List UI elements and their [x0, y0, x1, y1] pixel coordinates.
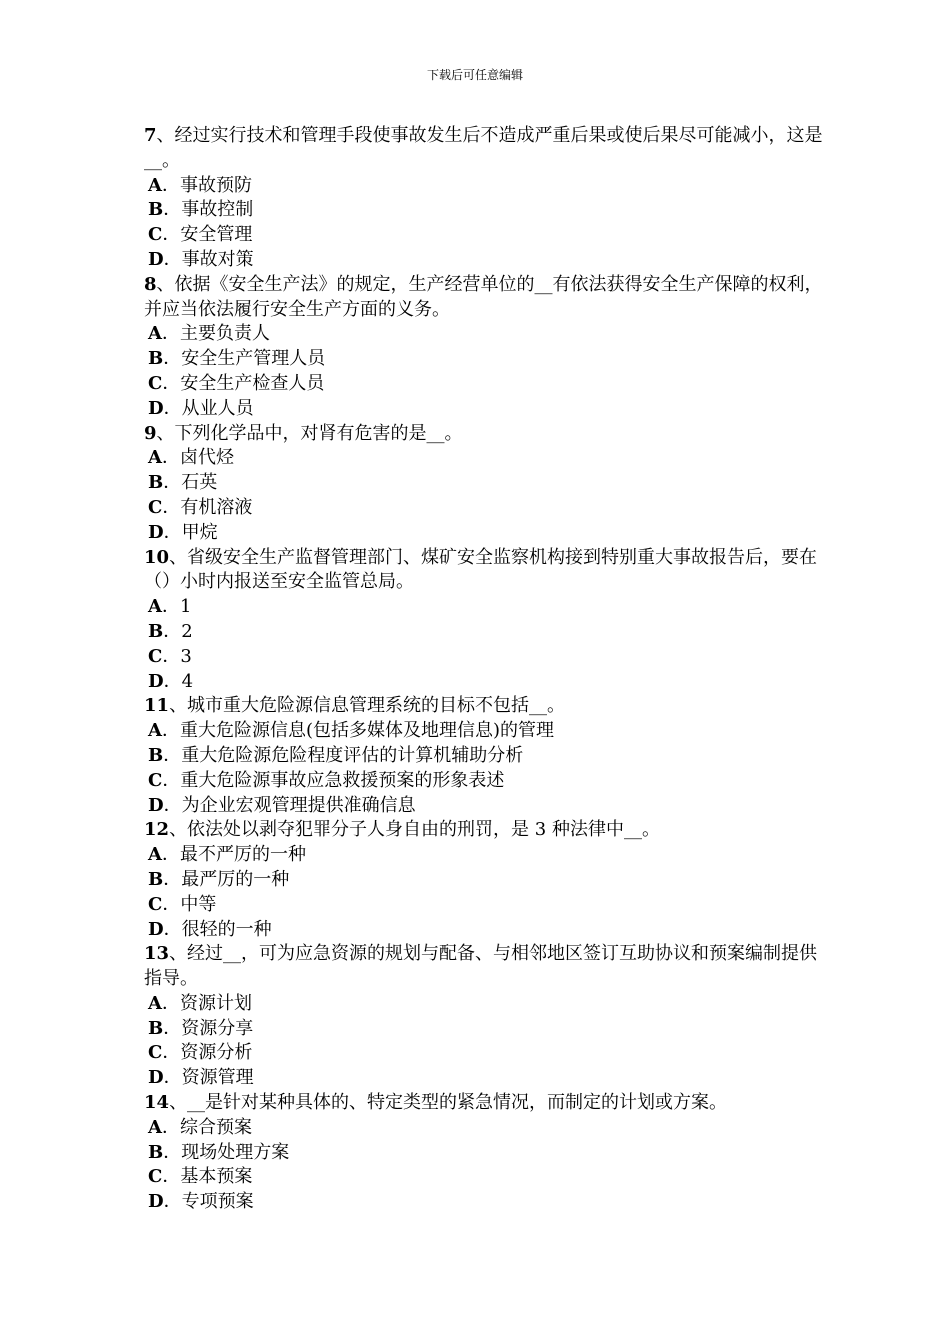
question-text: 、省级安全生产监督管理部门、煤矿安全监察机构接到特别重大事故报告后，要在（）小时内报送至安全监管总局。 — [144, 546, 818, 593]
option-c — [144, 372, 824, 397]
option-d — [144, 918, 824, 943]
option-letter: B — [148, 199, 164, 221]
question-text: 、城市重大危险源信息管理系统的目标不包括__。 — [169, 695, 566, 717]
option-letter: A — [148, 323, 162, 345]
option-letter: A — [148, 596, 162, 618]
option-c — [144, 1165, 824, 1190]
option-c — [144, 223, 824, 248]
option-letter: D — [148, 1067, 164, 1089]
option-c — [144, 769, 824, 794]
option-text: ．事故控制 — [163, 199, 254, 221]
question-text: 、依据《安全生产法》的规定，生产经营单位的__有依法获得安全生产保障的权利，并应当依法履行安全生产方面的义务。 — [144, 273, 823, 320]
option-text: ．甲烷 — [163, 521, 218, 543]
option-letter: D — [148, 1191, 164, 1213]
question-stem — [144, 273, 824, 323]
option-text: ．安全生产检查人员 — [162, 372, 325, 394]
option-text: ．最严厉的一种 — [163, 868, 290, 890]
option-letter: D — [148, 521, 164, 543]
option-b — [144, 744, 824, 769]
option-b — [144, 620, 824, 645]
option-letter: C — [148, 372, 163, 394]
option-text: ．4 — [163, 670, 194, 692]
option-c — [144, 645, 824, 670]
question-number: 14 — [144, 1092, 170, 1114]
option-letter: B — [148, 744, 164, 766]
option-text: ．专项预案 — [163, 1191, 254, 1213]
question-10 — [144, 546, 824, 695]
option-letter: C — [148, 893, 163, 915]
option-letter: C — [148, 645, 163, 667]
option-text: ．主要负责人 — [161, 323, 270, 345]
option-text: ．安全生产管理人员 — [163, 348, 326, 370]
question-11 — [144, 694, 824, 818]
question-number: 8 — [144, 273, 157, 295]
question-number: 13 — [144, 943, 170, 965]
option-letter: C — [148, 769, 163, 791]
option-text: ．重大危险源信息(包括多媒体及地理信息)的管理 — [161, 720, 555, 742]
question-stem — [144, 818, 824, 843]
page-header: 下载后可任意编辑 — [426, 68, 523, 82]
option-a — [144, 446, 824, 471]
question-stem — [144, 546, 824, 596]
option-a — [144, 174, 824, 199]
option-letter: C — [148, 496, 163, 518]
option-a — [144, 595, 824, 620]
option-text: ．有机溶液 — [162, 496, 253, 518]
question-text: 、经过实行技术和管理手段使事故发生后不造成严重后果或使后果尽可能减小，这是__。 — [144, 125, 823, 171]
option-letter: A — [148, 447, 162, 469]
question-text: 、依法处以剥夺犯罪分子人身自由的刑罚，是 3 种法律中__。 — [169, 819, 660, 841]
option-text: ．安全管理 — [162, 224, 253, 246]
option-letter: B — [148, 348, 164, 370]
option-b — [144, 868, 824, 893]
option-b — [144, 471, 824, 496]
option-text: ．最不严厉的一种 — [161, 844, 306, 866]
option-c — [144, 496, 824, 521]
question-12 — [144, 818, 824, 942]
question-stem — [144, 942, 824, 992]
option-letter: B — [148, 868, 164, 890]
option-a — [144, 1116, 824, 1141]
option-b — [144, 198, 824, 223]
option-text: ．综合预案 — [161, 1116, 252, 1138]
option-letter: D — [148, 670, 164, 692]
option-text: ．1 — [161, 596, 192, 618]
option-text: ．卤代烃 — [161, 447, 234, 469]
option-letter: D — [148, 918, 164, 940]
option-text: ．很轻的一种 — [163, 918, 272, 940]
question-text: 、__是针对某种具体的、特定类型的紧急情况，而制定的计划或方案。 — [169, 1092, 728, 1114]
option-a — [144, 843, 824, 868]
option-a — [144, 719, 824, 744]
option-d — [144, 794, 824, 819]
option-text: ．资源分析 — [162, 1042, 253, 1064]
question-number: 7 — [144, 125, 157, 146]
option-a — [144, 322, 824, 347]
question-stem — [144, 124, 824, 174]
question-stem — [144, 1091, 824, 1116]
option-letter: B — [148, 472, 164, 494]
option-letter: C — [148, 224, 163, 246]
option-text: ．中等 — [162, 893, 217, 915]
option-text: ．为企业宏观管理提供准确信息 — [163, 794, 416, 816]
question-stem — [144, 422, 824, 447]
option-b — [144, 1141, 824, 1166]
question-13 — [144, 942, 824, 1091]
option-a — [144, 992, 824, 1017]
question-7 — [144, 124, 824, 273]
option-text: ．资源计划 — [161, 992, 252, 1014]
option-text: ．重大危险源危险程度评估的计算机辅助分析 — [163, 744, 524, 766]
question-stem — [144, 694, 824, 719]
option-text: ．资源管理 — [163, 1067, 254, 1089]
question-number: 12 — [144, 819, 170, 841]
option-c — [144, 1041, 824, 1066]
question-number: 10 — [144, 546, 170, 568]
option-letter: B — [148, 1017, 164, 1039]
option-letter: C — [148, 1042, 163, 1064]
option-letter: D — [148, 794, 164, 816]
option-d — [144, 397, 824, 422]
option-c — [144, 893, 824, 918]
option-text: ．2 — [163, 620, 193, 642]
option-letter: A — [148, 174, 162, 196]
question-text: 、下列化学品中，对肾有危害的是__。 — [156, 422, 463, 444]
option-d — [144, 1190, 824, 1215]
option-text: ．现场处理方案 — [163, 1141, 290, 1163]
option-text: ．从业人员 — [163, 397, 254, 419]
option-letter: D — [148, 248, 164, 270]
question-number: 11 — [144, 695, 170, 717]
option-text: ．基本预案 — [162, 1166, 253, 1188]
option-letter: A — [148, 992, 162, 1014]
option-text: ．石英 — [163, 472, 218, 494]
question-list — [144, 124, 824, 1215]
option-letter: A — [148, 1116, 162, 1138]
option-text: ．3 — [162, 645, 192, 667]
option-b — [144, 1017, 824, 1042]
question-8 — [144, 273, 824, 422]
question-14 — [144, 1091, 824, 1215]
option-letter: A — [148, 720, 162, 742]
option-letter: C — [148, 1166, 163, 1188]
question-9 — [144, 422, 824, 546]
option-d — [144, 1066, 824, 1091]
option-text: ．资源分享 — [163, 1017, 254, 1039]
option-letter: A — [148, 844, 162, 866]
option-d — [144, 248, 824, 273]
question-text: 、经过__，可为应急资源的规划与配备、与相邻地区签订互助协议和预案编制提供指导。 — [144, 943, 818, 990]
option-b — [144, 347, 824, 372]
option-d — [144, 521, 824, 546]
option-d — [144, 670, 824, 695]
option-letter: D — [148, 397, 164, 419]
question-number: 9 — [144, 422, 157, 444]
option-text: ．重大危险源事故应急救援预案的形象表述 — [162, 769, 505, 791]
option-letter: B — [148, 1141, 164, 1163]
option-text: ．事故预防 — [161, 174, 252, 196]
option-letter: B — [148, 620, 164, 642]
option-text: ．事故对策 — [163, 248, 254, 270]
